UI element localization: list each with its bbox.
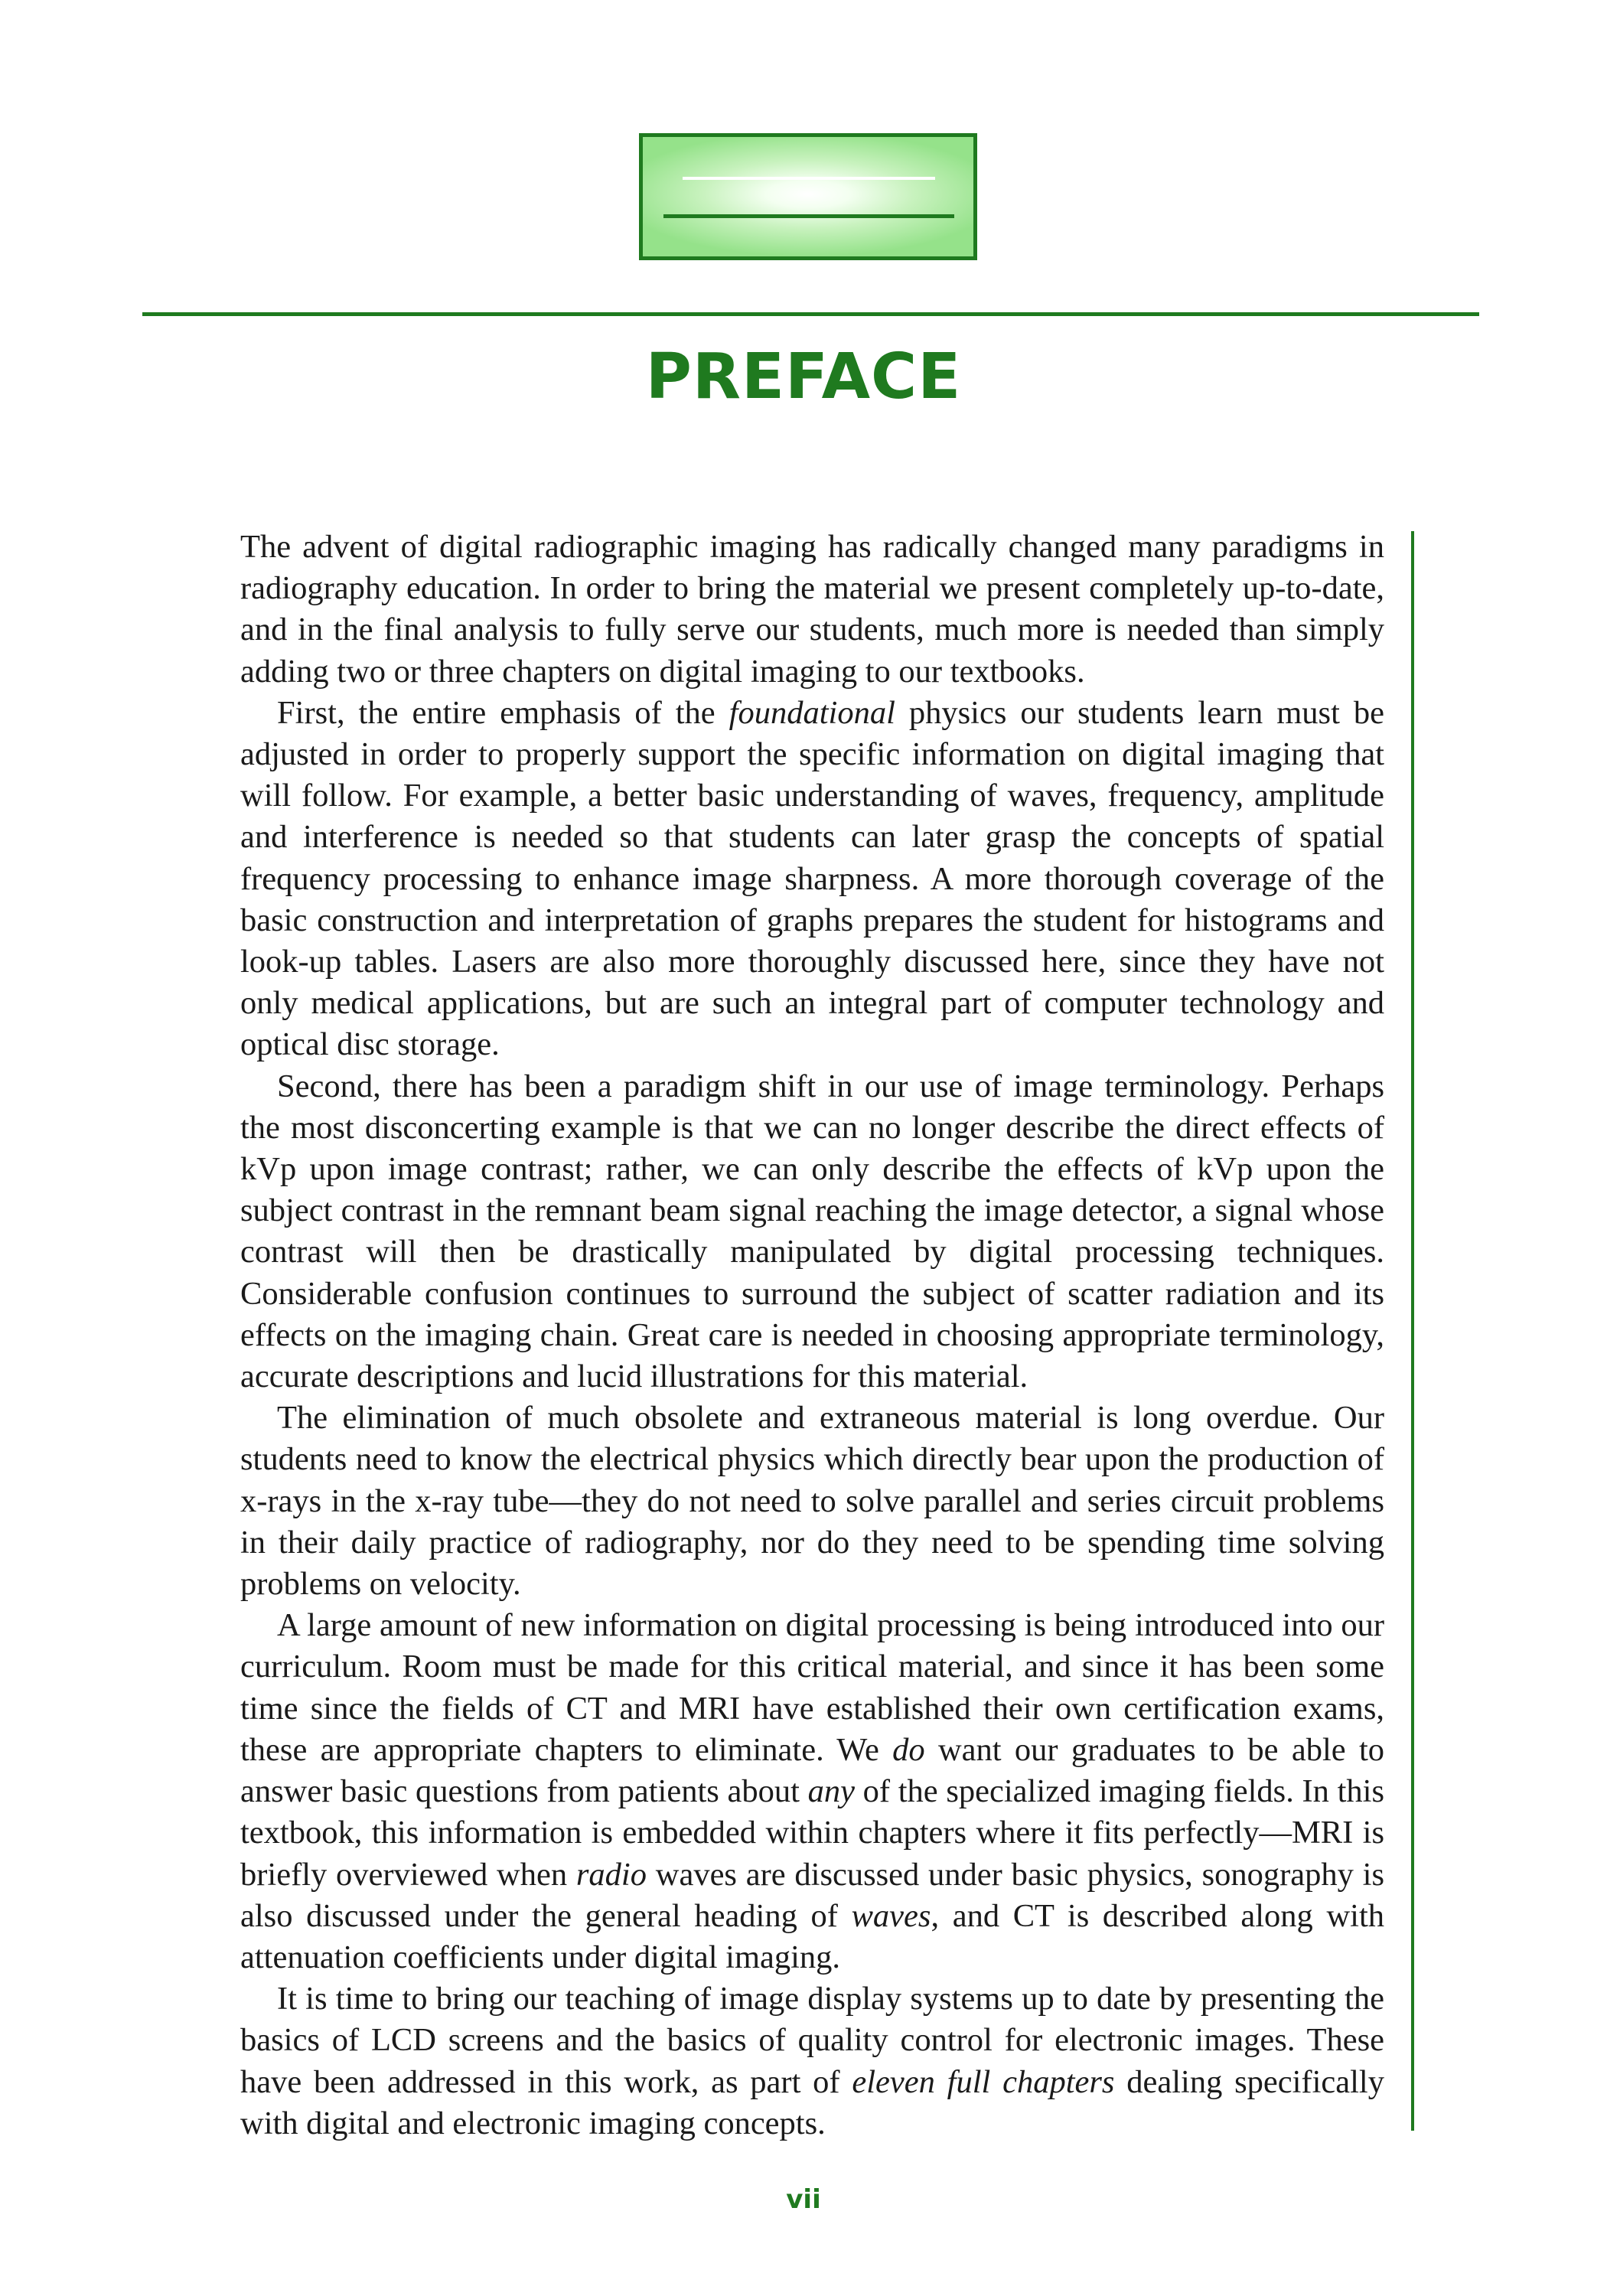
chapter-emblem — [639, 133, 977, 260]
italic-run: do — [892, 1731, 925, 1768]
margin-bar — [1411, 531, 1414, 2131]
italic-run: radio — [575, 1856, 647, 1893]
paragraph — [240, 1978, 1384, 2144]
text-run: First, the entire emphasis of the — [277, 694, 729, 731]
preface-body — [240, 527, 1384, 2144]
text-run: physics our students learn must be adjusted in order to properly support the specific information on digital imaging that will follow. For example, a better basic understanding of waves, frequency, amplitude and interference is needed so that students can later grasp the concepts of spatial frequency processing to enhance image sharpness. A more thorough coverage of the basic construction and interpretation of graphs prepares the student for histograms and look-up tables. Lasers are also more thoroughly discussed here, since they have not only medical applications, but are such an integral part of computer technology and optical disc storage. — [240, 694, 1385, 1063]
page-number: vii — [786, 2184, 821, 2215]
text-run: A large amount of new information on digital processing is being introduced into our curriculum. Room must be made for this critical material, and since it has been some time since the fields of CT and MRI have established their own certification exams, these are appropriate chapters to eliminate. We — [240, 1607, 1384, 1768]
text-run: dealing specifically with digital and electronic imaging concepts. — [240, 2063, 1384, 2141]
text-run: The elimination of much obsolete and extraneous material is long overdue. Our students need to know the electrical physics which directly bear upon the production of x-rays in the x-ray tube—they do not need to solve parallel and series circuit problems in their daily practice of radiography, nor do they need to be spending time solving problems on velocity. — [240, 1400, 1384, 1603]
paragraph — [240, 527, 1384, 693]
page-title: PREFACE — [645, 341, 962, 413]
text-run: want our graduates to be able to answer basic questions from patients about — [240, 1731, 1384, 1810]
italic-run: any — [807, 1773, 855, 1810]
header-rule — [142, 312, 1479, 316]
emblem-rule — [663, 214, 954, 218]
paragraph — [240, 1066, 1384, 1398]
text-run: It is time to bring our teaching of image display systems up to date by presenting the basics of LCD screens and the basics of quality control for electronic images. These have been addressed in this work, as part of — [240, 1981, 1384, 2100]
italic-run: eleven full chapters — [852, 2063, 1115, 2100]
paragraph — [240, 1397, 1384, 1605]
paragraph — [240, 1605, 1384, 1978]
text-run: , and CT is described along with attenuation coefficients under digital imaging. — [240, 1897, 1384, 1975]
paragraph — [240, 693, 1384, 1066]
text-run: The advent of digital radiographic imaging has radically changed many paradigms in radiography education. In order to bring the material we present completely up-to-date, and in the final analysis to fully serve our students, much more is needed than simply adding two or three chapters on digital imaging to our textbooks. — [240, 529, 1384, 690]
text-run: of the specialized imaging fields. In this textbook, this information is embedded within chapters where it fits perfectly—MRI is briefly overviewed when — [240, 1773, 1385, 1893]
text-run: Second, there has been a paradigm shift in our use of image terminology. Perhaps the most disconcerting example is that we can no longer describe the direct effects of kVp upon image contrast; rather, we can only describe the effects of kVp upon the subject contrast in the remnant beam signal reaching the image detector, a signal whose contrast will then be drastically manipulated by digital processing techniques. Considerable confusion continues to surround the subject of scatter radiation and its effects on the imaging chain. Great care is needed in choosing appropriate terminology, accurate descriptions and lucid illustrations for this material. — [240, 1068, 1384, 1395]
italic-run: waves — [851, 1897, 931, 1934]
emblem-highlight-line — [683, 177, 935, 180]
text-run: waves are discussed under basic physics, sonography is also discussed under the general heading of — [240, 1856, 1384, 1934]
italic-run: foundational — [729, 694, 895, 731]
